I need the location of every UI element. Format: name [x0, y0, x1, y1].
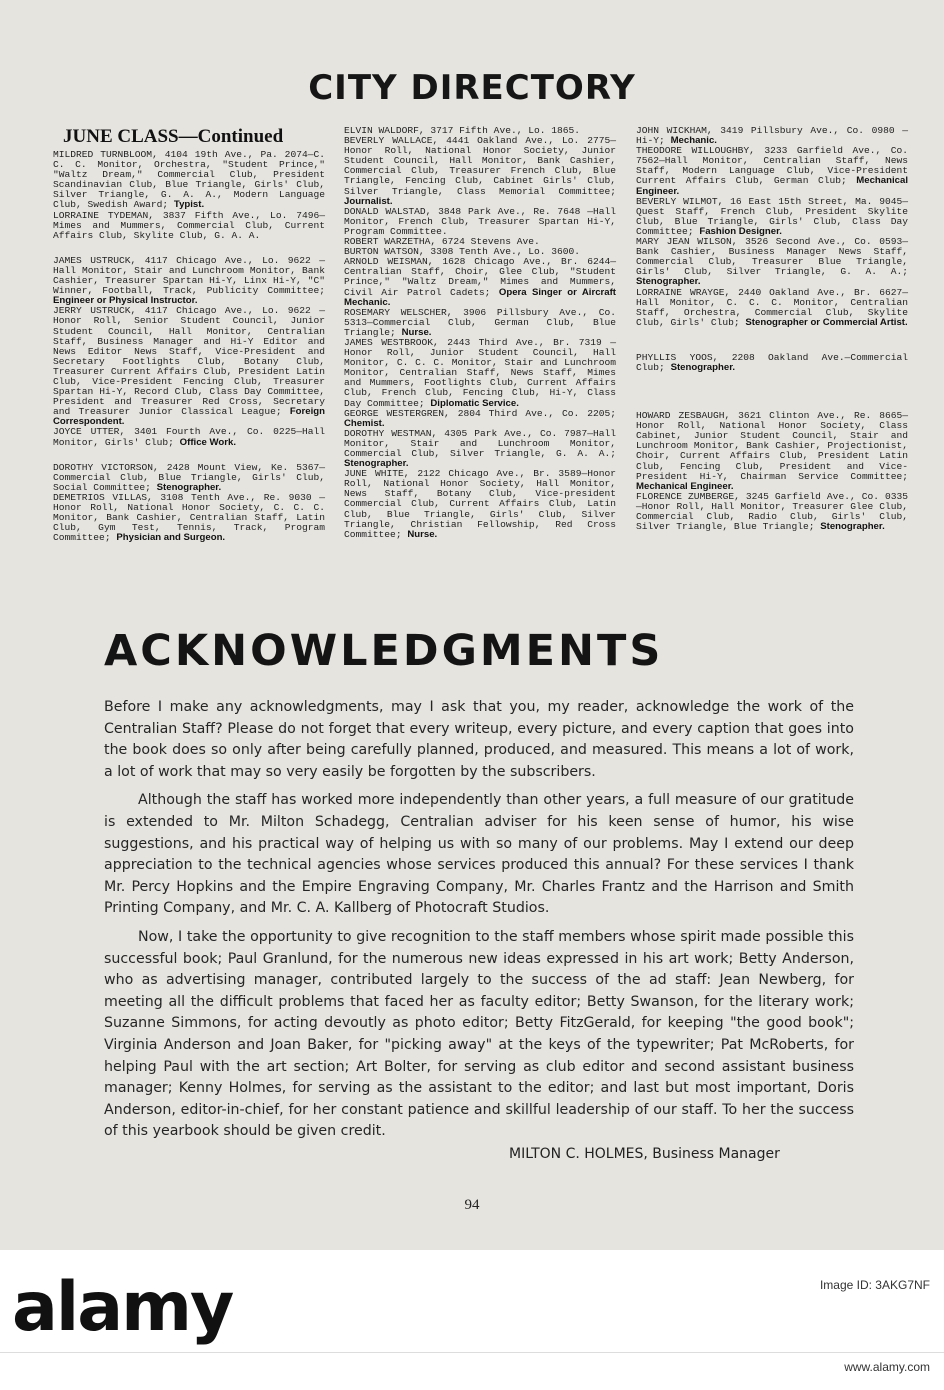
directory-entry: MARY JEAN WILSON, 3526 Second Ave., Co. 0593—Bank Cashier, Business Manager News Staff, Commercial Club, Treasurer Blue Triangle, Girls' Club, Silver Triangle, G. A. A.; Stenographer. — [636, 236, 908, 288]
city-directory-title: CITY DIRECTORY — [308, 68, 636, 108]
directory-entry: DONALD WALSTAD, 3848 Park Ave., Re. 7648 —Hall Monitor, French Club, Treasurer Spartan Hi-Y, Program Committee. — [344, 205, 616, 237]
directory-entry: DOROTHY VICTORSON, 2428 Mount View, Ke. 5367—Commercial Club, Blue Triangle, Girls' Club, Social Committee; Stenographer. — [53, 461, 325, 493]
directory-entry: JUNE WHITE, 2122 Chicago Ave., Br. 3589—Honor Roll, National Honor Society, Hall Monitor, News Staff, Botany Club, Vice-president Commercial Club, Current Affairs Club, Latin Club, Blue Triangle, Girls' Club, Silver Triangle, Christian Fellowship, Red Cross Committee; Nurse. — [344, 468, 616, 540]
ack-paragraph: Now, I take the opportunity to give recognition to the staff members whose spirit made possible this successful book; Paul Granlund, for the numerous new ideas expressed in his art work; Betty Anderson, who as advertising manager, contributed largely to the success of the ad staff: Jean Newberg, for meeting all the difficult problems that faced her as faculty editor; Betty Swanson, for the literary work; Suzanne Simmons, for acting devoutly as photo editor; Betty FitzGerald, for keeping "the good book"; Virginia Anderson and Joan Baker, for "picking away" at the keys of the typewriter; Pat McRoberts, for helping Paul with the art section; Art Bolter, for serving as club editor and second assistant business manager; Kenny Holmes, for serving as the assistant to the editor; and last but most important, Doris Anderson, editor-in-chief, for her constant patience and skillful leadership of our staff. To her the success of this yearbook should be given credit. — [104, 928, 854, 1140]
directory-entry: JAMES WESTBROOK, 2443 Third Ave., Br. 7319 —Honor Roll, Junior Student Council, Hall Monitor, C. C. C. Monitor, Stair and Lunchroom Monitor, Centralian Staff, News Staff, Mimes and Mummers, Footlights Club, Current Affairs Club, French Club, Fencing Club, Hi-Y, Class Day Committee; Diplomatic Service. — [344, 336, 616, 409]
watermark-url[interactable]: www.alamy.com — [844, 1360, 930, 1374]
directory-entry: ROBERT WARZETHA, 6724 Stevens Ave. — [344, 236, 540, 248]
directory-entry: ROSEMARY WELSCHER, 3906 Pillsbury Ave., Co. 5313—Commercial Club, German Club, Blue Triangle; Nurse. — [344, 306, 616, 338]
directory-entry: ELVIN WALDORF, 3717 Fifth Ave., Lo. 1865. — [344, 125, 581, 136]
directory-entry: BURTON WATSON, 3308 Tenth Ave., Lo. 3600. — [344, 246, 581, 258]
directory-column-3 — [636, 126, 908, 532]
image-id: Image ID: 3AKG7NF — [819, 1278, 930, 1292]
directory-entry: JOYCE UTTER, 3401 Fourth Ave., Co. 0225—Hall Monitor, Girls' Club; Office Work. — [53, 426, 325, 448]
alamy-logo: alamy — [12, 1268, 233, 1347]
directory-entry: BEVERLY WILMOT, 16 East 15th Street, Ma. 9045—Quest Staff, French Club, President Skylite Club, Blue Triangle, Girls' Club, Class Day Committee; Fashion Designer. — [636, 195, 908, 237]
acknowledgments-title: ACKNOWLEDGMENTS — [104, 626, 664, 676]
signature: MILTON C. HOLMES, Business Manager — [509, 1146, 780, 1162]
directory-entry: JERRY USTRUCK, 4117 Chicago Ave., Lo. 9622 —Honor Roll, Senior Student Council, Junior Student Council, Hall Monitor, Centralian Staff, Business Manager and Hi-Y Editor and News Editor News Staff, Vice-President and Secretary Footlights Club, Botany Club, Treasurer Current Affairs Club, President Latin Club, Vice-President Fencing Club, Treasurer Spartan Hi-Y, Record Club, Class Day Committee, President and Treasurer Red Cross, Secretary and Treasurer Junior Classical League; Foreign Correspondent. — [53, 305, 325, 428]
directory-entry: ARNOLD WEISMAN, 1628 Chicago Ave., Br. 6244—Centralian Staff, Choir, Glee Club, "Student Prince," "Waltz Dream," Mimes and Mummers, Civil Air Patrol Cadets; Opera Singer or Aircraft Mechanic. — [344, 256, 617, 308]
directory-entry: DOROTHY WESTMAN, 4305 Park Ave., Co. 7987—Hall Monitor, Stair and Lunchroom Monitor, Commercial Club, Silver Triangle, G. A. A.; Stenographer. — [344, 427, 616, 470]
directory-entry: MILDRED TURNBLOOM, 4104 19th Ave., Pa. 2074—C. C. C. Monitor, Orchestra, "Student Prince," "Waltz Dream," Commercial Club, President Scandinavian Club, Blue Triangle, Girls' Club, Silver Triangle, G. A. A., Modern Language Club, Swedish Award; Typist. — [53, 149, 325, 211]
watermark-divider — [0, 1352, 944, 1353]
directory-column-2 — [344, 126, 616, 540]
directory-entry: THEODORE WILLOUGHBY, 3233 Garfield Ave., Co. 7562—Hall Monitor, Centralian Staff, News Staff, Modern Language Club, Vice-President Current Affairs Club, German Club; Mechanical Engineer. — [636, 145, 908, 197]
ack-paragraph: Although the staff has worked more independently than other years, a full measure of our gratitude is extended to Mr. Milton Schadegg, Centralian adviser for his keen sense of humor, his wise suggestions, and his practical way of helping us with so many of our problems. May I extend our deep appreciation to the technical agencies whose services produced this annual? For these services I thank Mr. Percy Hopkins and the Empire Engraving Company, Mr. Charles Frantz and the Harrison and Smith Printing Company, and Mr. C. A. Kallberg of Photocraft Studios. — [104, 792, 854, 917]
directory-entry: DEMETRIOS VILLAS, 3108 Tenth Ave., Re. 9030 —Honor Roll, National Honor Society, C. C. C. Monitor, Bank Cashier, Centralian Staff, Latin Club, Gym Test, Tennis, Track, Program Committee; Physician and Surgeon. — [53, 491, 325, 544]
directory-entry: PHYLLIS YOOS, 2208 Oakland Ave.—Commercial Club; Stenographer. — [636, 351, 908, 373]
directory-entry: JAMES USTRUCK, 4117 Chicago Ave., Lo. 9622 —Hall Monitor, Stair and Lunchroom Monitor, Bank Cashier, Treasurer Spartan Hi-Y, Linx Hi-Y, "C" Winner, Football, Track, Publicity Committee; Engineer or Physical Instructor. — [53, 254, 325, 307]
page-number: 94 — [464, 1197, 480, 1213]
directory-column-1 — [53, 126, 325, 543]
directory-entry: JOHN WICKHAM, 3419 Pillsbury Ave., Co. 0980 —Hi-Y; Mechanic. — [636, 125, 908, 147]
directory-entry: FLORENCE ZUMBERGE, 3245 Garfield Ave., Co. 0335—Honor Roll, Hall Monitor, Treasurer Glee Club, Commercial Club, Radio Club, Girls' Club, Silver Triangle, Blue Triangle; Stenographer. — [636, 490, 908, 533]
section-heading: JUNE CLASS—Continued — [63, 126, 284, 147]
directory-entry: HOWARD ZESBAUGH, 3621 Clinton Ave., Re. 8665—Honor Roll, National Honor Society, Class Cabinet, Junior Student Council, Stair and Lunchroom Monitor, Bank Cashier, Projectionist, Choir, Current Affairs Club, President Latin Club, Fencing Club, President and Vice-President Hi-Y, Chairman Service Committee; Mechanical Engineer. — [636, 410, 908, 492]
directory-entry: GEORGE WESTERGREN, 2804 Third Ave., Co. 2205; Chemist. — [344, 407, 616, 429]
directory-entry: LORRAINE WRAYGE, 2440 Oakland Ave., Br. 6627—Hall Monitor, C. C. C. Monitor, Centralian Staff, Orchestra, Commercial Club, Skylite Club, Girls' Club; Stenographer or Commercial Artist. — [636, 286, 908, 328]
directory-entry: BEVERLY WALLACE, 4441 Oakland Ave., Lo. 2775—Honor Roll, National Honor Society, Junior Student Council, Hall Monitor, Bank Cashier, Commercial Club, Treasurer French Club, Blue Triangle, Fencing Club, Cabinet Girls' Club, Silver Triangle, Class Memorial Committee; Journalist. — [344, 135, 616, 207]
acknowledgments-body — [104, 697, 854, 1143]
ack-paragraph: Before I make any acknowledgments, may I ask that you, my reader, acknowledge the work of the Centralian Staff? Please do not forget that every writeup, every picture, and every caption that goes into the book does so only after being carefully planned, produced, and measured. This means a lot of work, a lot of work that may so very easily be forgotten by the subscribers. — [104, 699, 854, 780]
directory-entry: LORRAINE TYDEMAN, 3837 Fifth Ave., Lo. 7496—Mimes and Mummers, Commercial Club, Current Affairs Club, Skylite Club, G. A. A. — [53, 209, 325, 241]
